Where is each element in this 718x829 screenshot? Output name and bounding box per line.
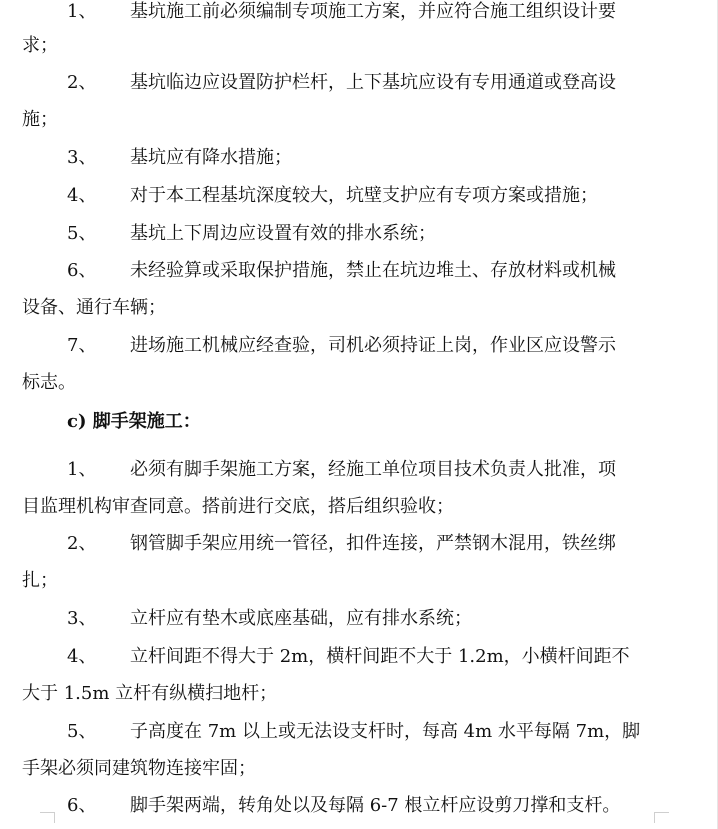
item-text: 立杆间距不得大于 2m，横杆间距不大于 1.2m，小横杆间距不	[130, 646, 630, 667]
item-number: 3、	[67, 147, 97, 168]
item-number: 1、	[67, 1, 97, 22]
item-text: 进场施工机械应经查验，司机必须持证上岗，作业区应设警示	[130, 335, 616, 356]
section-heading-text: c) 脚手架施工：	[67, 411, 201, 432]
item-text: 基坑应有降水措施；	[130, 147, 292, 168]
item-number: 6、	[67, 260, 97, 281]
item-text: 基坑施工前必须编制专项施工方案，并应符合施工组织设计要	[130, 1, 616, 22]
item-text: 基坑临边应设置防护栏杆，上下基坑应设有专用通道或登高设	[130, 72, 616, 93]
item-number: 2、	[67, 72, 97, 93]
item-number: 3、	[67, 608, 97, 629]
item-text-continuation: 扎；	[22, 570, 58, 591]
item-number: 6、	[67, 795, 97, 816]
item-text-continuation: 设备、通行车辆；	[22, 297, 166, 318]
item-number: 4、	[67, 185, 97, 206]
item-number: 7、	[67, 335, 97, 356]
item-number: 1、	[67, 459, 97, 480]
page-corner-mark-left	[40, 812, 55, 823]
item-number: 5、	[67, 721, 97, 742]
item-text: 未经验算或采取保护措施，禁止在坑边堆土、存放材料或机械	[130, 260, 616, 281]
item-text-continuation: 目监理机构审查同意。搭前进行交底，搭后组织验收；	[22, 496, 454, 517]
item-text: 子高度在 7m 以上或无法设支杆时，每高 4m 水平每隔 7m，脚	[130, 721, 641, 742]
item-text: 立杆应有垫木或底座基础，应有排水系统；	[130, 608, 472, 629]
item-text: 钢管脚手架应用统一管径，扣件连接，严禁钢木混用，铁丝绑	[130, 533, 616, 554]
item-text-continuation: 大于 1.5m 立杆有纵横扫地杆；	[22, 683, 278, 704]
item-text-continuation: 手架必须同建筑物连接牢固；	[22, 758, 256, 779]
item-text-continuation: 施；	[22, 109, 58, 130]
item-text: 基坑上下周边应设置有效的排水系统；	[130, 223, 436, 244]
item-number: 4、	[67, 646, 97, 667]
item-text: 必须有脚手架施工方案，经施工单位项目技术负责人批准，项	[130, 459, 616, 480]
item-text: 脚手架两端，转角处以及每隔 6-7 根立杆应设剪刀撑和支杆。	[130, 795, 621, 816]
item-text-continuation: 求；	[22, 35, 58, 56]
page-corner-mark-right	[654, 812, 669, 823]
item-text: 对于本工程基坑深度较大，坑壁支护应有专项方案或措施；	[130, 185, 598, 206]
item-number: 2、	[67, 533, 97, 554]
item-text-continuation: 标志。	[22, 372, 76, 393]
item-number: 5、	[67, 223, 97, 244]
